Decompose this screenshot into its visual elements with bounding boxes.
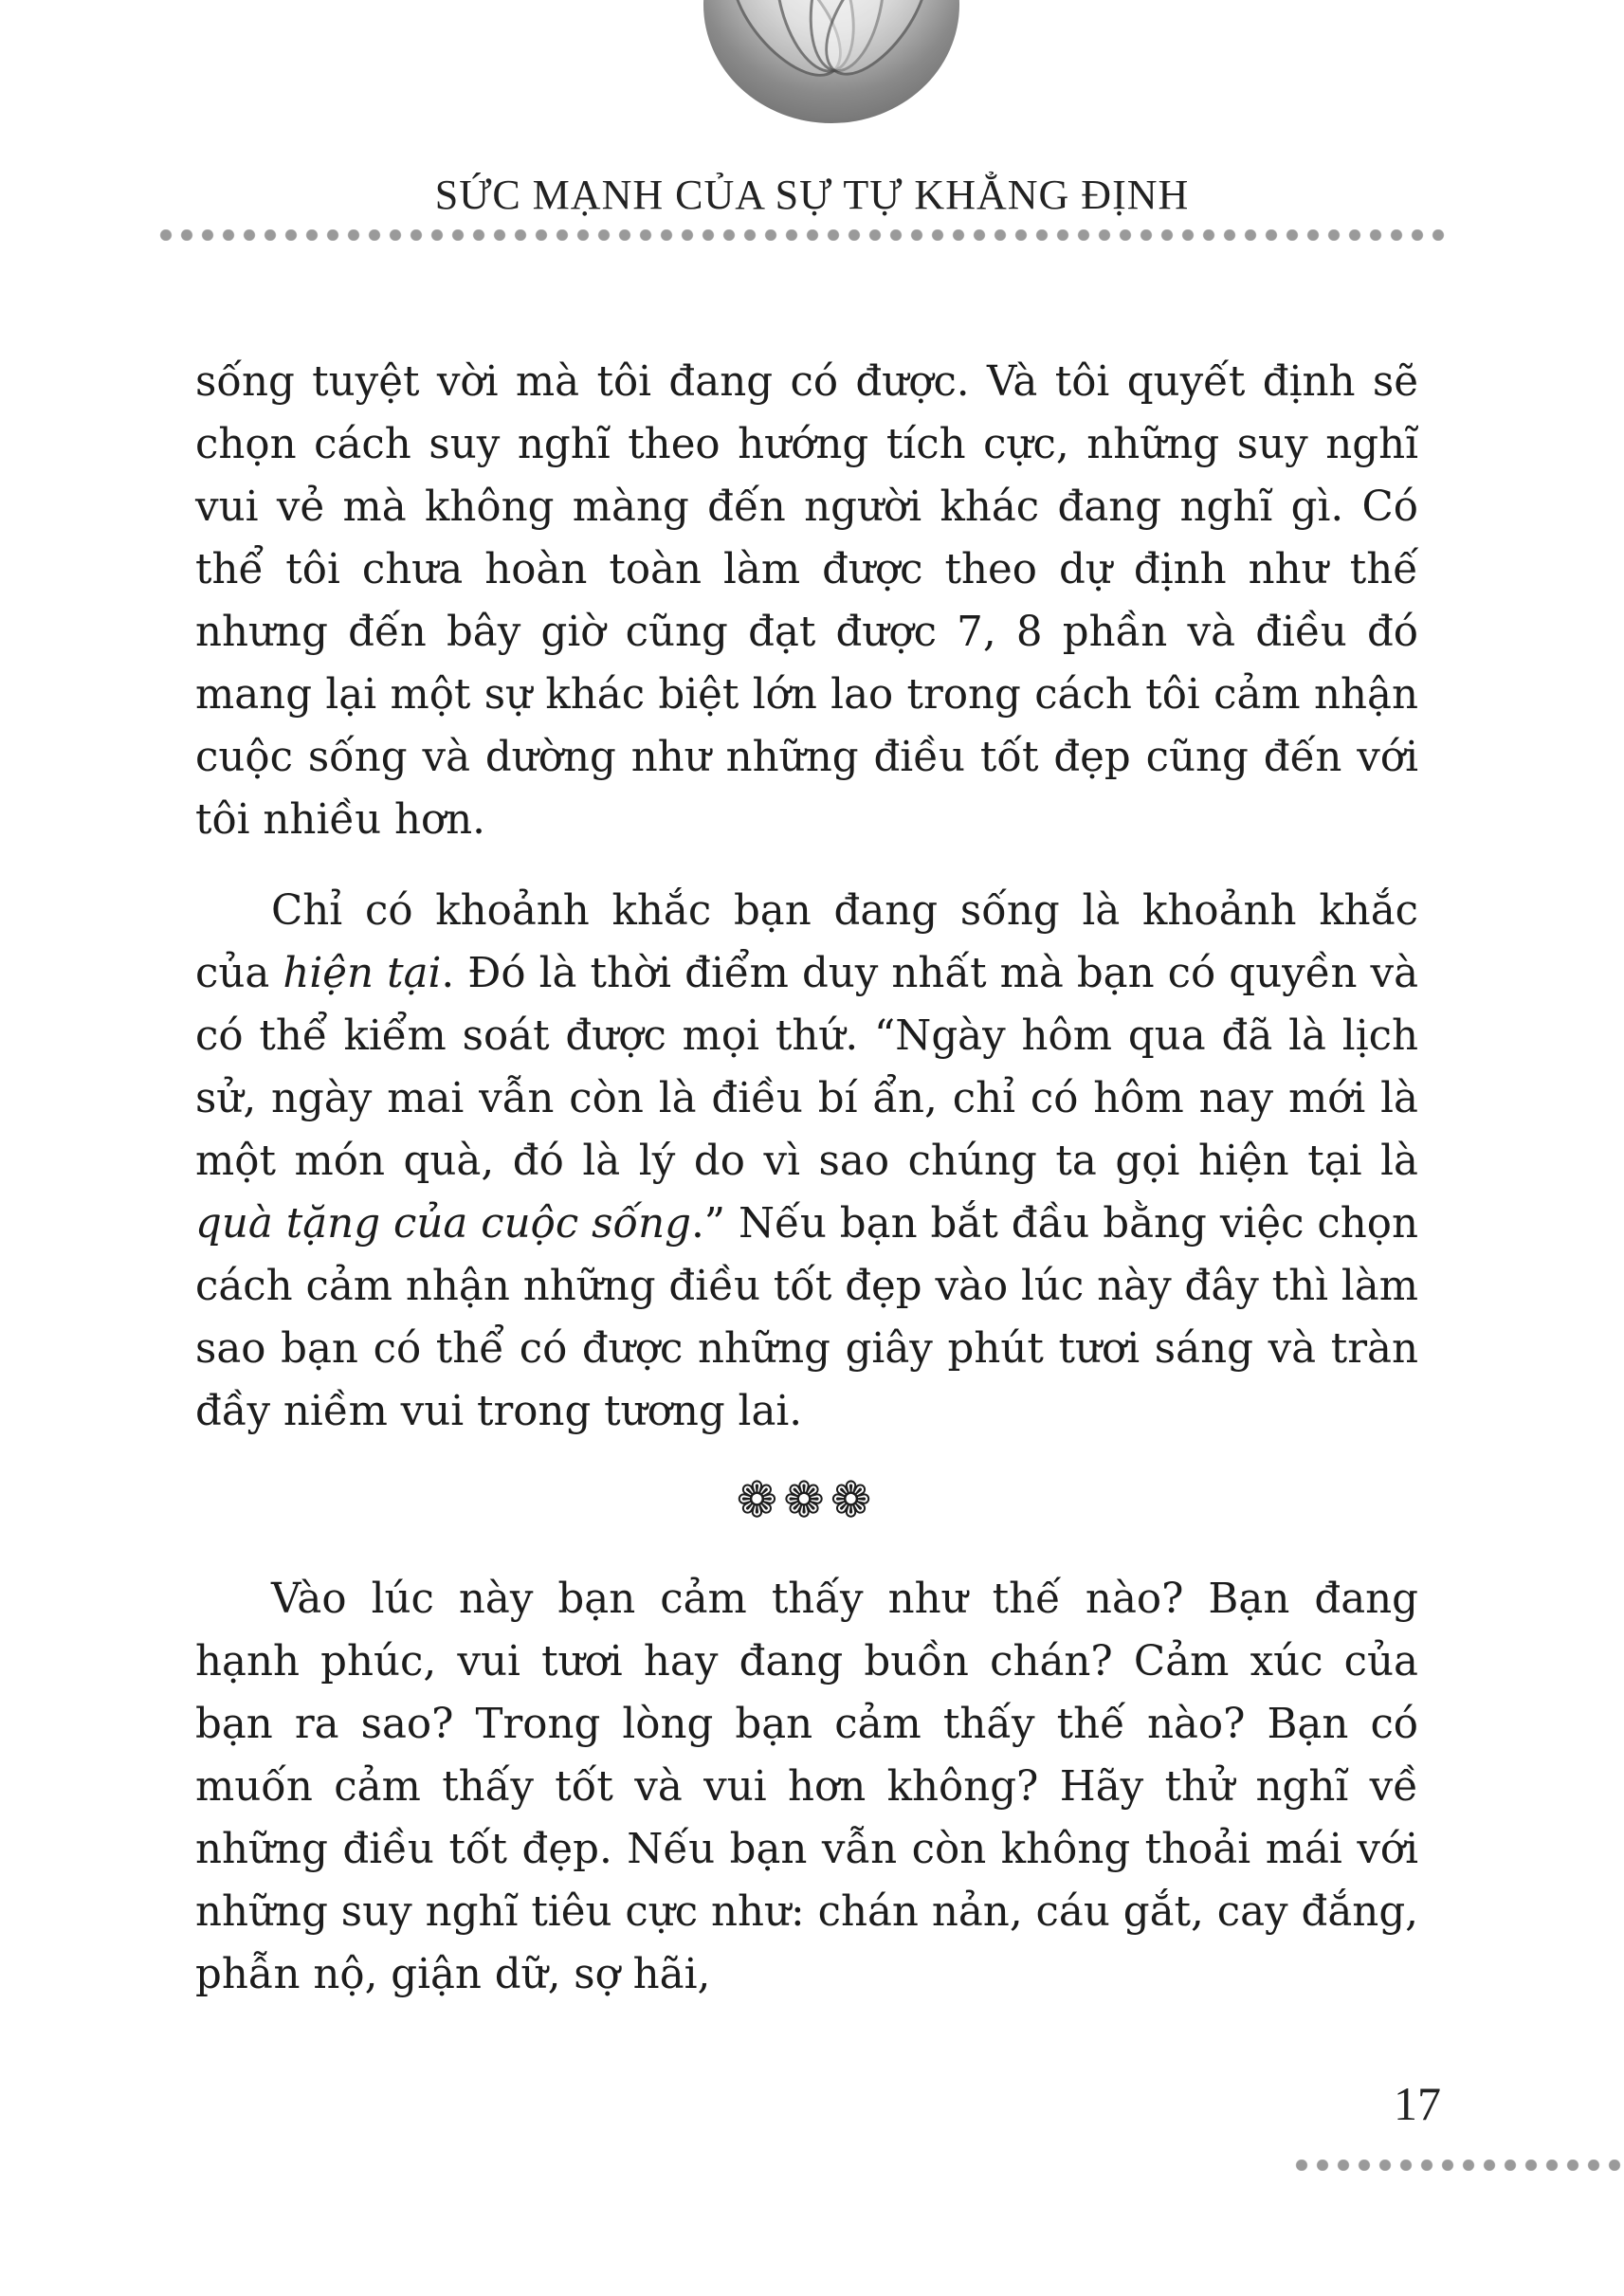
paragraph-2-text-c: . Đó là thời điểm duy nhất mà bạn có quyền và có thể kiểm soát được mọi thứ. “Ngày hôm qua đã là lịch sử, ngày mai vẫn còn là điều bí ẩn, chỉ có hôm nay mới là một món quà, đó là lý do vì sao chúng ta gọi hiện tại là (195, 950, 1419, 1185)
running-header-title: SỨC MẠNH CỦA SỰ TỰ KHẲNG ĐỊNH (434, 172, 1190, 218)
section-break-ornament-icon: ❁❁❁ (736, 1472, 878, 1529)
paragraph-3: Vào lúc này bạn cảm thấy như thế nào? Bạn đang hạnh phúc, vui tươi hay đang buồn chán? Cảm xúc của bạn ra sao? Trong lòng bạn cảm thấy thế nào? Bạn có muốn cảm thấy tốt và vui hơn không? Hãy thử nghĩ về những điều tốt đẹp. Nếu bạn vẫn còn không thoải mái với những suy nghĩ tiêu cực như: chán nản, cáu gắt, cay đắng, phẫn nộ, giận dữ, sợ hãi, (195, 1576, 1418, 1998)
footer-dotted-divider (1291, 2159, 1624, 2171)
paragraph-2 (195, 880, 1418, 1443)
page-number: 17 (1394, 2077, 1441, 2130)
paragraph-2-italic-present: hiện tại (283, 950, 442, 997)
header-emblem-image (703, 0, 959, 123)
paragraph-1: sống tuyệt vời mà tôi đang có được. Và tôi quyết định sẽ chọn cách suy nghĩ theo hướng tích cực, những suy nghĩ vui vẻ mà không màng đến người khác đang nghĩ gì. Có thể tôi chưa hoàn toàn làm được theo dự định như thế nhưng đến bây giờ cũng đạt được 7, 8 phần và điều đó mang lại một sự khác biệt lớn lao trong cách tôi cảm nhận cuộc sống và dường như những điều tốt đẹp cũng đến với tôi nhiều hơn. (195, 358, 1418, 844)
page-body (195, 351, 1418, 2006)
paragraph-2-italic-gift: quà tặng của cuộc sống (195, 1200, 691, 1248)
header-dotted-divider (155, 229, 1449, 241)
paragraph-2-text-a: Chỉ có khoảnh khắc bạn đang sống là khoảnh khắc của (195, 887, 1418, 997)
paragraph-2-text-e: .” Nếu bạn bắt đầu bằng việc chọn cách cảm nhận những điều tốt đẹp vào lúc này đây thì làm sao bạn có thể có được những giây phút tươi sáng và tràn đầy niềm vui trong tương lai. (195, 1200, 1418, 1435)
